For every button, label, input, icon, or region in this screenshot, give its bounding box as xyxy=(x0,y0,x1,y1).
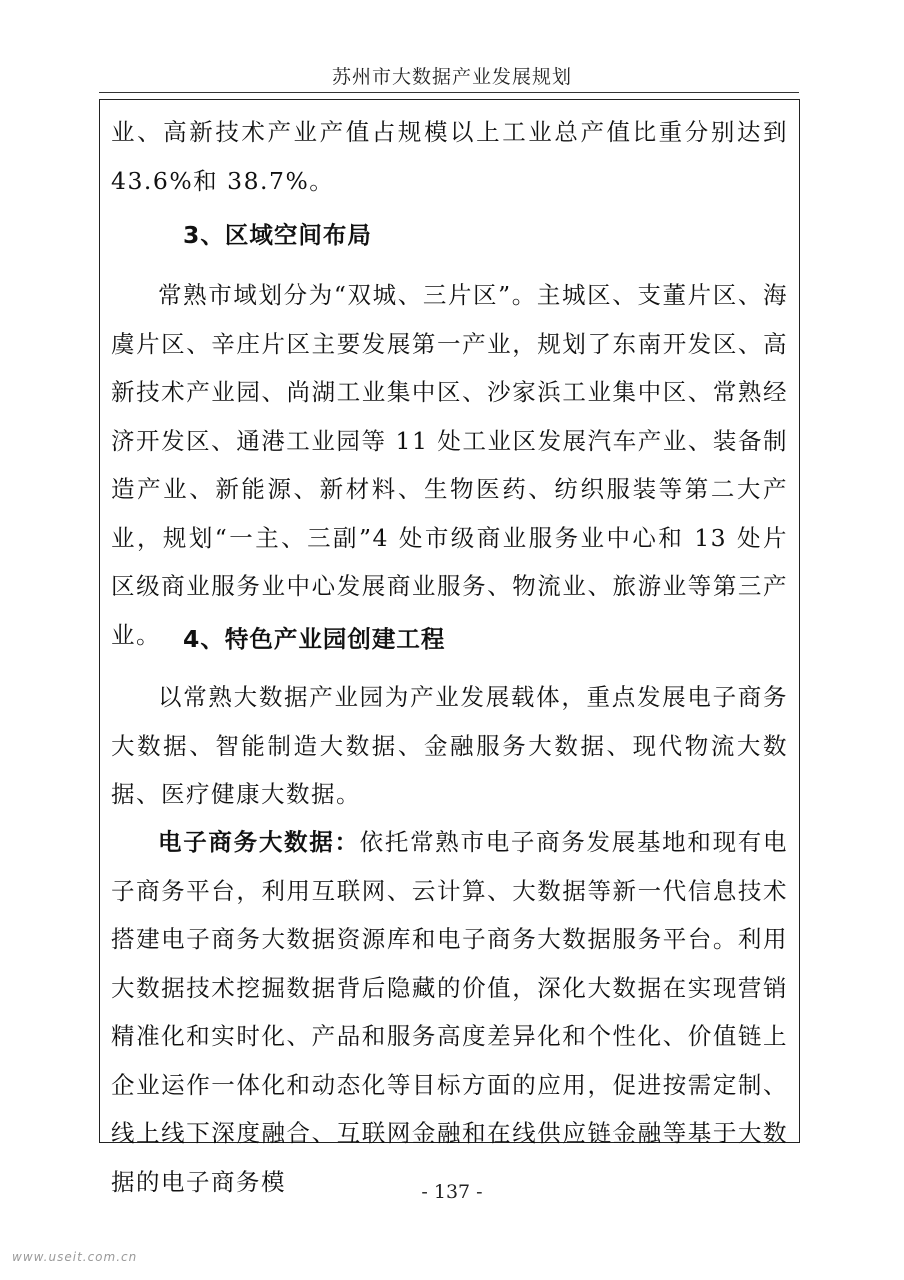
page-number: - 137 - xyxy=(421,1181,483,1203)
header-divider xyxy=(99,92,799,93)
section-heading-3: 3、区域空间布局 xyxy=(183,221,372,249)
paragraph-spatial-layout: 常熟市域划分为“双城、三片区”。主城区、支董片区、海虞片区、辛庄片区主要发展第一产业，规划了东南开发区、高新技术产业园、尚湖工业集中区、沙家浜工业集中区、常熟经济开发区、通港工业园等 11 处工业区发展汽车产业、装备制造产业、新能源、新材料、生物医药、纺织服装等第二大产业，规划“一主、三副”4 处市级商业服务业中心和 13 处片区级商业服务业中心发展商业服务、物流业、旅游业等第三产业。 xyxy=(111,281,788,649)
paragraph-ecommerce-bigdata xyxy=(111,818,788,1206)
running-header-title: 苏州市大数据产业发展规划 xyxy=(331,66,572,88)
ecommerce-lead-label: 电子商务大数据： xyxy=(158,828,360,856)
ecommerce-text: 依托常熟市电子商务发展基地和现有电子商务平台，利用互联网、云计算、大数据等新一代信息技术搭建电子商务大数据资源库和电子商务大数据服务平台。利用大数据技术挖掘数据背后隐藏的价值，深化大数据在实现营销精准化和实时化、产品和服务高度差异化和个性化、价值链上企业运作一体化和动态化等目标方面的应用，促进按需定制、线上线下深度融合、互联网金融和在线供应链金融等基于大数据的电子商务模 xyxy=(111,828,789,1196)
paragraph-continuation: 业、高新技术产业产值占规模以上工业总产值比重分别达到 43.6%和 38.7%。 xyxy=(111,118,788,195)
section-heading-4: 4、特色产业园创建工程 xyxy=(183,625,446,653)
site-watermark: www.useit.com.cn xyxy=(12,1250,138,1264)
paragraph-industrial-park: 以常熟大数据产业园为产业发展载体，重点发展电子商务大数据、智能制造大数据、金融服务大数据、现代物流大数据、医疗健康大数据。 xyxy=(111,683,788,808)
